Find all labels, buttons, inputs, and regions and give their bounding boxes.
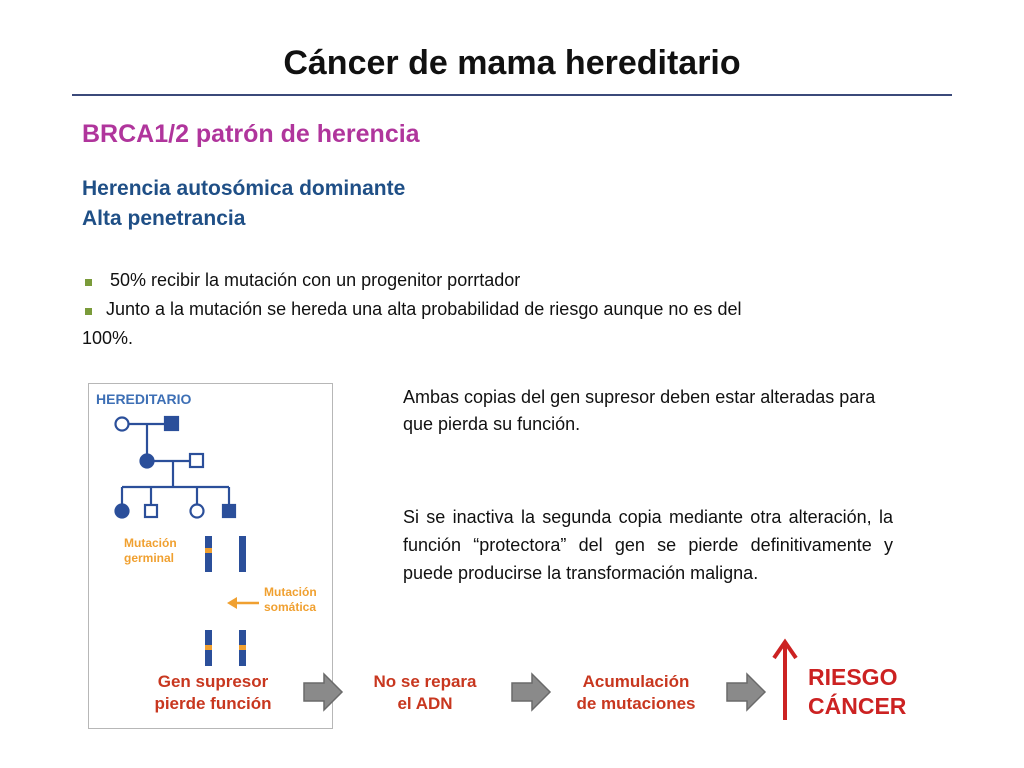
bullet-square-icon (85, 279, 92, 286)
risk-label (808, 663, 906, 721)
risk-label-line1: RIESGO (808, 664, 898, 690)
bullet-item (82, 266, 942, 295)
flow-step-line1: No se repara (373, 672, 477, 691)
bullet-text: Junto a la mutación se hereda una alta probabilidad de riesgo aunque no es del (106, 299, 742, 319)
flow-step-suppressor (130, 671, 296, 715)
pedigree-generation-2 (122, 454, 229, 505)
risk-label-line2: CÁNCER (808, 693, 907, 719)
bullet-continuation: 100%. (82, 328, 134, 348)
bullet-list (82, 266, 942, 353)
flow-step-line2: pierde función (154, 694, 272, 713)
somatic-label-line1: Mutación (264, 585, 317, 599)
heading-penetrance: Alta penetrancia (82, 207, 246, 230)
chromosome-pair-somatic (205, 630, 246, 666)
bullet-text: 50% recibir la mutación con un progenitor porrtador (110, 270, 521, 290)
bullet-item (82, 295, 942, 324)
germinal-label-line1: Mutación (124, 536, 177, 550)
slide-title: Cáncer de mama hereditario (283, 44, 741, 82)
chromosome-pair-germinal (205, 536, 246, 572)
flow-step-line2: de mutaciones (576, 694, 696, 713)
paragraph-both-copies: Ambas copias del gen supresor deben estar alteradas para que pierda su función. (403, 387, 876, 434)
germinal-label-line2: germinal (124, 551, 175, 565)
flow-arrow-icon (725, 672, 767, 712)
flow-step-line1: Acumulación (582, 672, 690, 691)
flow-step-no-repair (350, 671, 500, 715)
flow-arrow-icon (510, 672, 552, 712)
flow-step-line1: Gen supresor (157, 672, 269, 691)
pedigree-generation-3 (116, 505, 236, 518)
paragraph-second-copy: Si se inactiva la segunda copia mediante otra alteración, la función “protectora” del gen se pierde definitivamente y puede producirse la transformación maligna. (403, 507, 893, 583)
hereditary-label: HEREDITARIO (96, 391, 192, 407)
flow-arrow-icon (302, 672, 344, 712)
somatic-label-line2: somática (264, 600, 317, 614)
flow-step-line2: el ADN (397, 694, 453, 713)
heading-inheritance: Herencia autosómica dominante (82, 177, 406, 200)
title-divider (72, 94, 952, 96)
section-subtitle: BRCA1/2 patrón de herencia (82, 120, 420, 148)
somatic-arrow-icon (227, 597, 259, 609)
risk-up-arrow-icon (770, 638, 800, 722)
flow-step-accumulation (551, 671, 721, 715)
bullet-square-icon (85, 308, 92, 315)
